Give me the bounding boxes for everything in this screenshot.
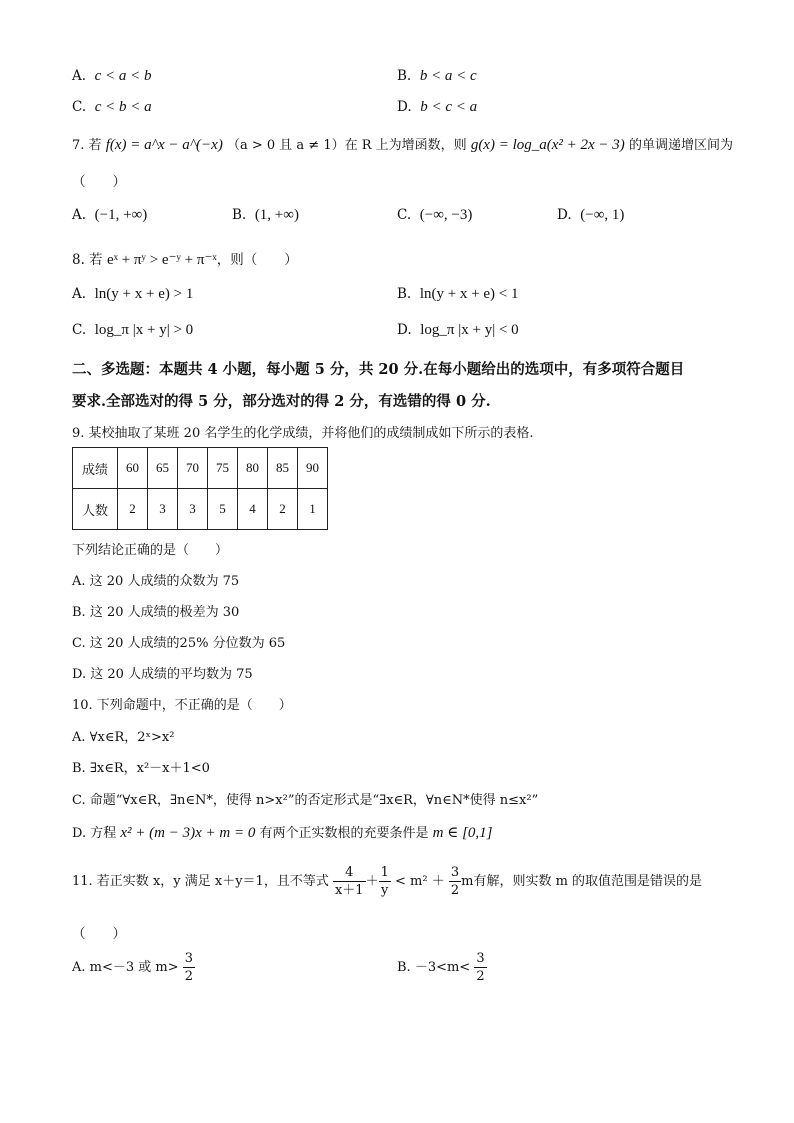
count-cell: 2 (118, 489, 148, 530)
count-cell: 3 (148, 489, 178, 530)
q11-option-a (72, 950, 195, 985)
q7-paren: （ ） (72, 174, 126, 190)
q10-option-a: A. ∀x∈R，2ˣ>x² (72, 730, 175, 745)
q7-option-c (397, 207, 472, 224)
q8-option-a-expr: ln(y + x + e) > 1 (94, 286, 194, 302)
q9-option-b: B. 这 20 人成绩的极差为 30 (72, 605, 240, 620)
q10-equation: x² + (m − 3)x + m = 0 (120, 825, 256, 841)
count-cell: 5 (208, 489, 238, 530)
q7-option-a-expr: (−1, +∞) (94, 207, 148, 223)
count-cell: 4 (238, 489, 268, 530)
q8-option-d-label: D. (397, 322, 412, 338)
q6-option-d-expr: b < c < a (420, 99, 478, 115)
q6-option-b-label: B. (397, 68, 412, 84)
score-cell: 60 (118, 448, 148, 489)
q6-option-a-label: A. (72, 68, 87, 84)
score-row (73, 448, 328, 489)
q8-option-b-expr: ln(y + x + e) < 1 (419, 286, 519, 302)
q6-option-a-expr: c < a < b (94, 68, 152, 84)
q10-option-c: C. 命题“∀x∈R，∃n∈N*，使得 n>x²”的否定形式是“∃x∈R，∀n∈N*使得 n≤x²” (72, 793, 539, 808)
q11-paren: （ ） (72, 926, 126, 942)
count-cell: 2 (268, 489, 298, 530)
q8-stem-suffix: ，则（ ） (216, 252, 298, 268)
q11-fraction-1-num: 4 (333, 864, 366, 882)
score-table (72, 447, 328, 530)
q8-option-c (72, 322, 193, 339)
q7-option-c-expr: (−∞, −3) (419, 207, 473, 223)
count-row (73, 489, 328, 530)
q10-stem: 10. 下列命题中，不正确的是（ ） (72, 698, 292, 713)
count-cell: 1 (298, 489, 328, 530)
q9-option-c: C. 这 20 人成绩的25% 分位数为 65 (72, 636, 286, 651)
q9-question: 下列结论正确的是（ ） (72, 543, 229, 558)
q8-option-d-expr: log_π |x + y| < 0 (420, 322, 519, 338)
q8-option-b-label: B. (397, 286, 412, 302)
q11-option-b-fraction (474, 950, 486, 985)
q8-stem-prefix: 8. 若 (72, 252, 103, 268)
q11-fraction-2 (379, 864, 391, 899)
count-cell: 3 (178, 489, 208, 530)
q8-stem (72, 248, 298, 269)
q11-stem-suffix: m有解，则实数 m 的取值范围是错误的是 (461, 874, 703, 889)
section2-heading-line2: 要求.全部选对的得 5 分，部分选对的得 2 分，有选错的得 0 分. (72, 393, 491, 410)
score-cell: 85 (268, 448, 298, 489)
q6-option-d-label: D. (397, 99, 412, 115)
score-cell: 90 (298, 448, 328, 489)
section2-heading-line1: 二、多选题：本题共 4 小题，每小题 5 分，共 20 分.在每小题给出的选项中，有多项符合题目 (72, 361, 685, 378)
q11-option-b-num: 3 (476, 951, 485, 966)
q11-option-b (397, 950, 487, 985)
q6-option-d (397, 99, 477, 116)
q9-option-a: A. 这 20 人成绩的众数为 75 (72, 574, 240, 589)
q7-option-a (72, 207, 147, 224)
score-row-label: 成绩 (73, 448, 118, 489)
q11-fraction-2-num: 1 (380, 865, 389, 880)
q10-option-d (72, 822, 493, 842)
q11-option-a-fraction (183, 950, 195, 985)
q7-option-b-label: B. (232, 207, 247, 223)
q11-option-a-prefix: A. m<－3 或 m> (72, 960, 179, 975)
q7-function-f: f(x) = a^x − a^(−x) (105, 137, 223, 153)
q8-option-b (397, 286, 519, 303)
q11-fraction-2-den: y (381, 883, 389, 898)
q8-option-c-label: C. (72, 322, 87, 338)
q9-stem: 9. 某校抽取了某班 20 名学生的化学成绩，并将他们的成绩制成如下所示的表格. (72, 426, 534, 441)
score-cell: 70 (178, 448, 208, 489)
q8-option-a (72, 286, 193, 303)
count-row-label: 人数 (73, 489, 118, 530)
q11-fraction-3-den: 2 (450, 883, 460, 898)
q11-option-a-den: 2 (184, 969, 194, 984)
q11-plus: ＋ (365, 874, 379, 889)
q11-fraction-3 (449, 864, 461, 899)
q7-option-a-label: A. (72, 207, 87, 223)
q7-option-d-label: D. (557, 207, 572, 223)
q7-option-d (557, 207, 624, 224)
q7-function-g: g(x) = log_a(x² + 2x − 3) (470, 137, 625, 153)
q7-stem (72, 134, 733, 154)
q6-option-a (72, 68, 152, 85)
q6-option-c (72, 99, 152, 116)
q10-option-d-prefix: D. 方程 (72, 826, 117, 841)
q7-option-b-expr: (1, +∞) (254, 207, 299, 223)
q11-option-b-prefix: B. －3<m< (397, 960, 471, 975)
q7-option-c-label: C. (397, 207, 412, 223)
q11-fraction-3-num: 3 (450, 865, 460, 880)
score-cell: 75 (208, 448, 238, 489)
q11-stem-prefix: 11. 若正实数 x，y 满足 x＋y＝1，且不等式 (72, 874, 329, 889)
q10-condition: m ∈ [0,1] (432, 825, 493, 841)
q11-fraction-1 (333, 864, 366, 899)
q6-option-c-expr: c < b < a (94, 99, 152, 115)
q11-option-a-num: 3 (184, 951, 194, 966)
q10-option-d-mid: 有两个正实数根的充要条件是 (259, 826, 429, 841)
q8-inequality: eˣ + πʸ > e⁻ʸ + π⁻ˣ (106, 252, 217, 268)
q11-stem (72, 864, 702, 899)
q11-less-than: < m² ＋ (395, 874, 445, 889)
q7-stem-suffix: 的单调递增区间为 (628, 138, 733, 153)
q6-option-b (397, 68, 477, 85)
q6-option-c-label: C. (72, 99, 87, 115)
q10-option-b: B. ∃x∈R，x²－x＋1<0 (72, 761, 210, 776)
q6-option-b-expr: b < a < c (419, 68, 477, 84)
q8-option-c-expr: log_π |x + y| > 0 (94, 322, 194, 338)
score-cell: 80 (238, 448, 268, 489)
score-cell: 65 (148, 448, 178, 489)
q9-option-d: D. 这 20 人成绩的平均数为 75 (72, 667, 253, 682)
q7-option-d-expr: (−∞, 1) (580, 207, 625, 223)
q7-option-b (232, 207, 299, 224)
q7-condition: （a > 0 且 a ≠ 1） (226, 138, 345, 153)
q8-option-d (397, 322, 519, 339)
q11-fraction-1-den: x＋1 (334, 883, 364, 898)
q8-option-a-label: A. (72, 286, 87, 302)
q7-stem-mid: 在 R 上为增函数，则 (344, 138, 467, 153)
q11-option-b-den: 2 (476, 969, 485, 984)
q7-stem-prefix: 7. 若 (72, 138, 102, 153)
